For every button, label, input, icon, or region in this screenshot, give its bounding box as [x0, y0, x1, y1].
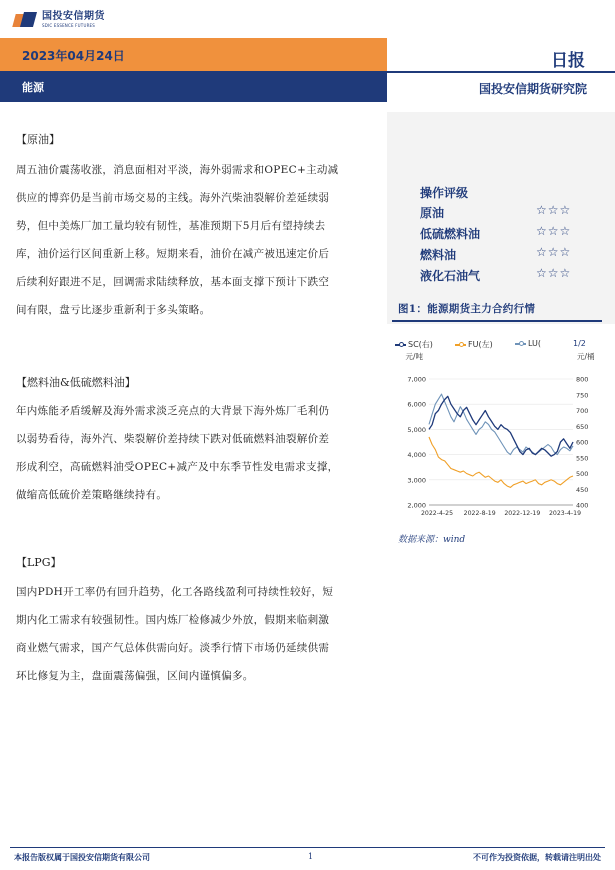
right-tick-label: 750	[576, 391, 589, 400]
rating-box	[387, 112, 615, 324]
text-line: 做缩高低硫价差策略继续持有。	[16, 489, 168, 501]
section-body-fuel-oil	[16, 397, 394, 509]
rating-stars-icon: ☆☆☆	[536, 224, 572, 238]
right-tick-label: 600	[576, 438, 589, 447]
report-type: 日报	[551, 51, 585, 71]
left-tick-label: 4,000	[407, 451, 426, 460]
report-header-right	[387, 38, 615, 102]
logo-name-cn: 国投安信期货	[42, 11, 105, 22]
figure-source: 数据来源：wind	[398, 535, 466, 545]
text-line: 环比修复为主，盘面震荡偏强，区间内谨慎偏多。	[16, 670, 254, 682]
text-line: 后续利好跟进不足，回调需求陆续释放，基本面支撑下预计下跌空	[16, 276, 330, 288]
text-line: 供应的博弈仍是当前市场交易的主线。海外汽柴油裂解价差延续弱	[16, 192, 330, 204]
text-line: 商业燃气需求，国产气总体供需向好。淡季行情下市场仍延续供需	[16, 642, 330, 654]
legend-item-lu[interactable]	[515, 339, 541, 348]
x-tick-label: 2022-4-25	[420, 510, 454, 517]
section-title-crude: 【原油】	[16, 133, 60, 146]
right-tick-label: 550	[576, 454, 589, 463]
rating-item-name: 低硫燃料油	[420, 227, 481, 241]
logo-mark-icon	[14, 10, 38, 30]
right-tick-label: 700	[576, 407, 589, 415]
rating-row	[420, 204, 600, 224]
text-line: 年内炼能矛盾缓解及海外需求淡乏亮点的大背景下海外炼厂毛利仍	[16, 405, 330, 417]
section-body-crude	[16, 156, 394, 324]
footer-disclaimer: 不可作为投资依据，转载请注明出处	[473, 852, 601, 862]
right-tick-label: 500	[576, 470, 589, 478]
rating-stars-icon: ☆☆☆	[536, 245, 572, 259]
category-band	[0, 71, 387, 102]
text-line: 期内化工需求有较强韧性。国内炼厂检修减少外放，假期来临刺激	[16, 614, 330, 626]
rating-item-name: 原油	[420, 206, 445, 220]
text-line: 势，但中美炼厂加工量均较有韧性，基准预期下5月后有望持续去	[16, 220, 326, 232]
page-number: 1	[308, 852, 314, 861]
header-divider	[387, 71, 615, 73]
chart-plot	[393, 337, 600, 524]
footer-divider	[10, 847, 605, 848]
legend-pager[interactable]	[573, 339, 586, 348]
figure-title: 图1：能源期货主力合约行情	[398, 303, 536, 315]
section-title-lpg: 【LPG】	[16, 556, 62, 569]
left-tick-label: 7,000	[407, 375, 426, 384]
report-date: 2023年04月24日	[22, 49, 125, 63]
figure-divider	[392, 320, 602, 322]
x-tick-label: 2022-8-19	[463, 510, 496, 517]
chart-legend	[393, 337, 600, 351]
text-line: 形成利空，高硫燃料油受OPEC+减产及中东季节性发电需求支撑，	[16, 461, 339, 473]
right-tick-label: 400	[576, 501, 589, 510]
rating-row	[420, 225, 600, 245]
text-line: 间有限，盘亏比逐步重新利于多头策略。	[16, 304, 211, 316]
left-axis-unit: 元/吨	[405, 352, 423, 361]
price-chart	[393, 337, 600, 524]
rating-stars-icon: ☆☆☆	[536, 203, 572, 217]
institute-name: 国投安信期货研究院	[478, 82, 587, 96]
right-tick-label: 800	[576, 375, 589, 384]
x-tick-label: 2022-12-19	[504, 510, 541, 517]
left-tick-label: 6,000	[407, 400, 426, 409]
legend-label: SC(右)	[408, 340, 433, 349]
legend-label: FU(左)	[468, 340, 493, 349]
x-tick-label: 2023-4-19	[548, 510, 582, 517]
right-tick-label: 650	[576, 422, 589, 431]
report-category: 能源	[22, 81, 44, 94]
footer-copyright: 本报告版权属于国投安信期货有限公司	[14, 852, 150, 862]
text-line: 周五油价震荡收涨，消息面相对平淡，海外弱需求和OPEC+主动减	[16, 164, 339, 176]
rating-row	[420, 246, 600, 266]
section-title-fuel-oil: 【燃料油&低硫燃料油】	[16, 376, 136, 389]
rating-row	[420, 267, 600, 287]
section-body-lpg	[16, 578, 394, 690]
text-line: 国内PDH开工率仍有回升趋势，化工各路线盈利可持续性较好，短	[16, 586, 334, 598]
pager-text: 1/2	[573, 339, 586, 348]
legend-item-sc[interactable]	[395, 339, 433, 350]
legend-item-fu[interactable]	[455, 339, 493, 350]
date-band	[0, 38, 387, 71]
rating-item-name: 燃料油	[420, 248, 457, 262]
text-line: 以弱势看待，海外汽、柴裂解价差持续下跌对低硫燃料油裂解价差	[16, 433, 330, 445]
right-axis-unit: 元/桶	[577, 352, 595, 361]
rating-item-name: 液化石油气	[420, 269, 481, 283]
right-tick-label: 450	[576, 485, 589, 494]
company-logo	[14, 10, 105, 30]
legend-label: LU(	[528, 339, 542, 348]
left-tick-label: 5,000	[407, 425, 426, 434]
text-line: 库，油价运行区间重新上移。短期来看，油价在减产被迅速定价后	[16, 248, 330, 260]
left-tick-label: 2,000	[407, 501, 426, 510]
left-tick-label: 3,000	[407, 476, 426, 485]
rating-stars-icon: ☆☆☆	[536, 266, 572, 280]
rating-title: 操作评级	[420, 186, 469, 200]
logo-name-en: SDIC ESSENCE FUTURES	[42, 23, 96, 28]
